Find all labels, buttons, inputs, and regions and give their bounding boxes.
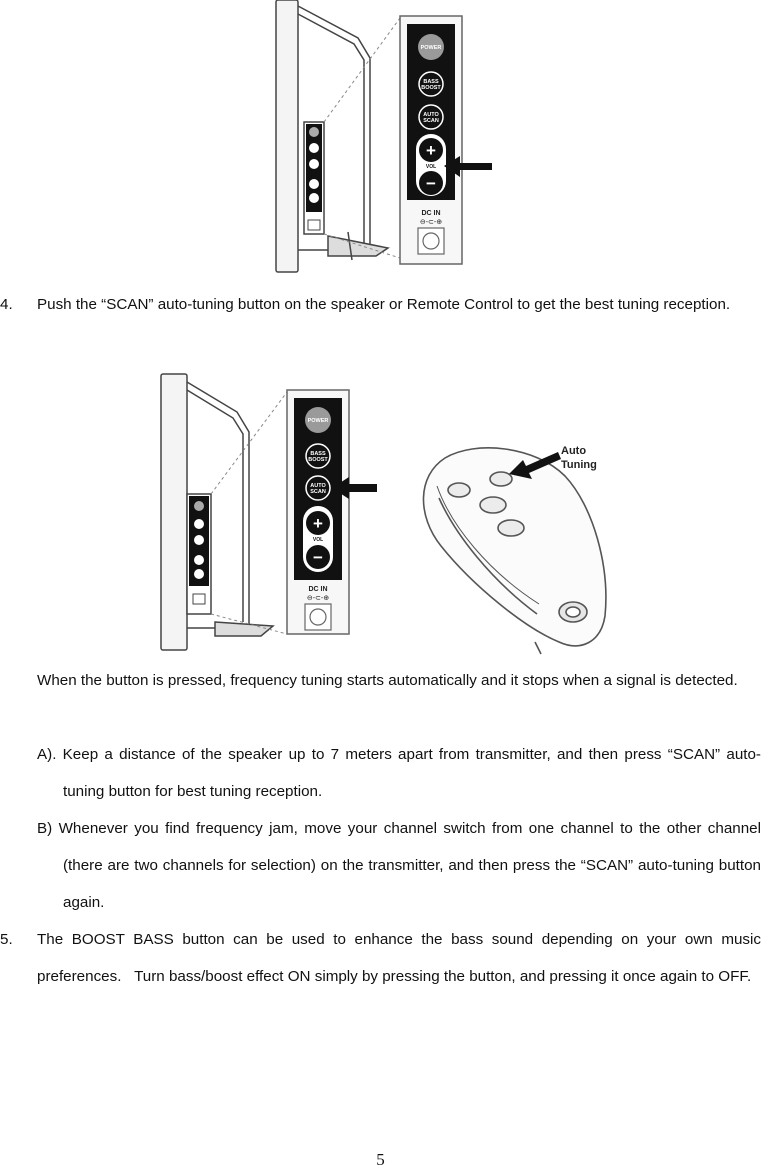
boost-label: BOOST <box>308 457 328 463</box>
page-number: 5 <box>376 1150 385 1169</box>
step-4 <box>0 286 761 323</box>
step-4-number: 4. <box>0 296 13 313</box>
dc-in-label: DC IN <box>308 586 328 593</box>
bass-label: BASS <box>310 451 326 457</box>
speaker-side-illustration <box>276 0 388 272</box>
control-panel-enlarged <box>287 390 349 634</box>
auto-label: AUTO <box>310 483 326 489</box>
dc-polarity-label: ⊖-⊂-⊕ <box>306 595 330 602</box>
step-4-text: Push the “SCAN” auto-tuning button on the speaker or Remote Control to get the best tuning reception. <box>37 296 731 313</box>
step-5-text: The BOOST BASS button can be used to enhance the bass sound depending on your own music preferences. Turn bass/boost effect ON simply by pressing the button, and pressing it once again to OFF. <box>37 931 761 985</box>
speaker-panel-figure-volume <box>270 0 500 278</box>
dc-in-label: DC IN <box>421 210 441 217</box>
power-button-label: POWER <box>420 45 442 51</box>
dc-polarity-label: ⊖-⊂-⊕ <box>419 219 443 226</box>
control-panel-enlarged <box>400 16 462 264</box>
bass-label: BASS <box>423 79 439 85</box>
vol-plus-icon: + <box>426 141 436 160</box>
paragraph-pressed: When the button is pressed, frequency tuning starts automatically and it stops when a signal is detected. <box>37 672 738 689</box>
step-5 <box>0 921 761 995</box>
remote-control-illustration <box>423 448 605 654</box>
tuning-label-line2: Tuning <box>561 459 597 471</box>
speaker-side-illustration <box>161 374 273 650</box>
vol-minus-icon: − <box>313 548 323 567</box>
vol-minus-icon: − <box>426 174 436 193</box>
auto-tuning-figure <box>155 366 615 658</box>
vol-label: VOL <box>425 164 437 170</box>
vol-label: VOL <box>312 537 324 543</box>
auto-label: AUTO <box>423 112 439 118</box>
scan-label: SCAN <box>423 118 439 124</box>
step-5-number: 5. <box>0 931 13 948</box>
scan-label: SCAN <box>310 489 326 495</box>
power-button-label: POWER <box>307 418 329 424</box>
auto-label-line1: Auto <box>561 445 587 457</box>
boost-label: BOOST <box>421 85 441 91</box>
paragraph-a: A). Keep a distance of the speaker up to 7 meters apart from transmitter, and then press “SCAN” auto-tuning button for best tuning reception. <box>37 746 761 800</box>
paragraph-b: B) Whenever you find frequency jam, move your channel switch from one channel to the other channel (there are two channels for selection) on the transmitter, and then press the “SCAN” auto-tuning button again. <box>37 820 761 911</box>
vol-plus-icon: + <box>313 514 323 533</box>
